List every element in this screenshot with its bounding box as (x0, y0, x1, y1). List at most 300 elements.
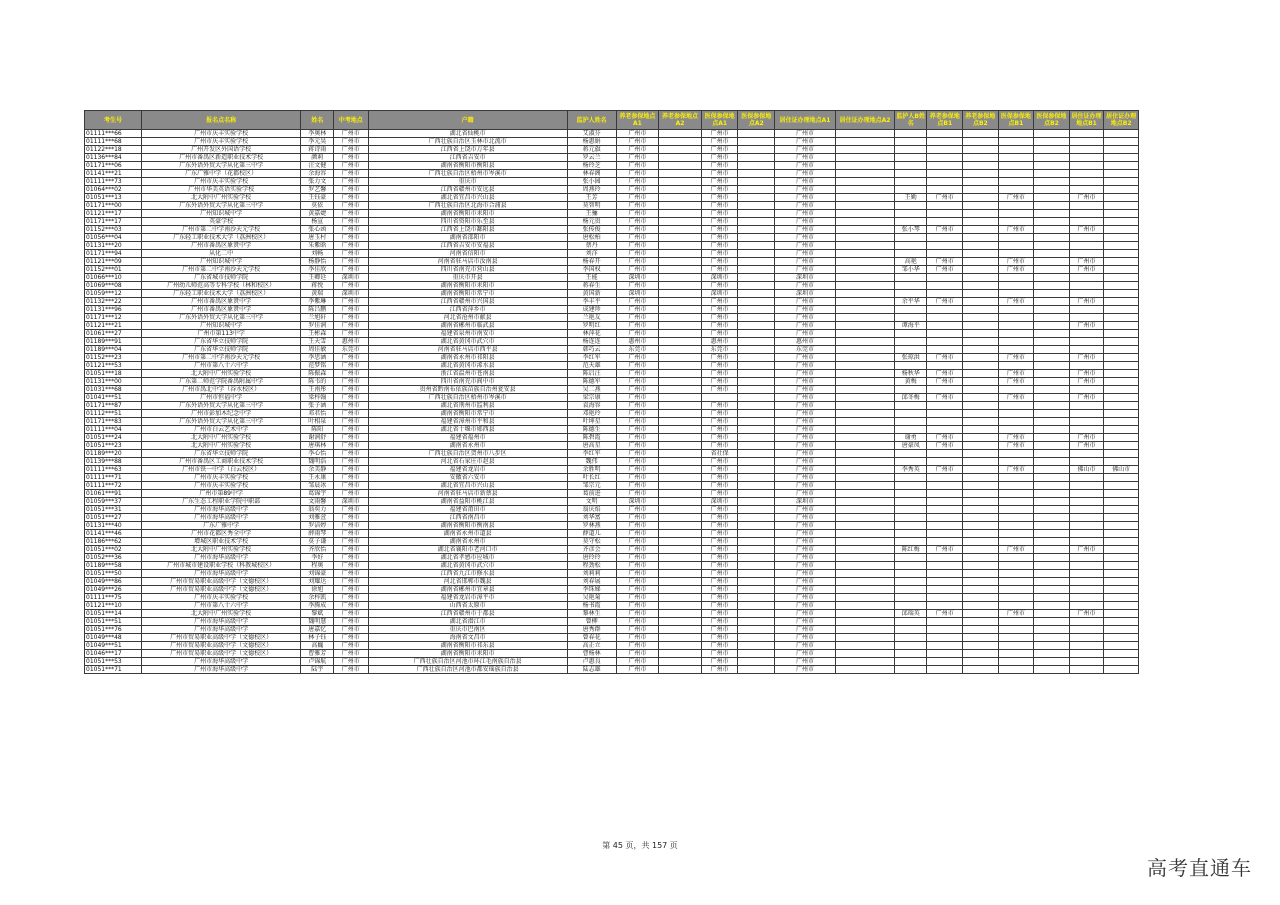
table-cell (1104, 386, 1139, 394)
table-cell (963, 154, 999, 162)
table-cell: 广州市贸易职业高级中学（文德校区） (141, 634, 301, 642)
table-cell: 广州市 (333, 610, 368, 618)
table-cell: 广州市 (616, 202, 659, 210)
table-cell: 广州市 (333, 650, 368, 658)
table-cell: 广州市 (333, 146, 368, 154)
table-cell (836, 266, 895, 274)
table-cell: 广东省华立技师学院 (141, 450, 301, 458)
table-cell (927, 458, 963, 466)
table-cell: 广州市 (333, 210, 368, 218)
table-cell (738, 650, 775, 658)
table-cell (1034, 482, 1070, 490)
table-cell: 湖北省荆州市监利县 (368, 402, 567, 410)
table-cell: 程奥 (301, 562, 334, 570)
table-cell (998, 330, 1034, 338)
table-cell: 广州市 (1069, 194, 1104, 202)
table-cell: 01186***62 (85, 538, 142, 546)
table-cell (927, 634, 963, 642)
table-row (85, 218, 1139, 226)
table-cell: 范天雄 (567, 362, 616, 370)
table-cell: 01189***91 (85, 338, 142, 346)
table-cell: 黎林生 (567, 610, 616, 618)
table-cell: 周佳敏 (301, 346, 334, 354)
table-cell: 01152***03 (85, 226, 142, 234)
table-cell: 广州市 (333, 362, 368, 370)
table-cell (836, 386, 895, 394)
table-row (85, 170, 1139, 178)
table-cell: 李珠娣 (567, 586, 616, 594)
table-cell (998, 146, 1034, 154)
table-cell (1034, 274, 1070, 282)
table-cell (659, 298, 702, 306)
table-cell: 广州市 (333, 138, 368, 146)
table-cell: 广州市 (333, 474, 368, 482)
table-cell: 广州市 (616, 218, 659, 226)
table-cell (836, 218, 895, 226)
table-cell (1104, 410, 1139, 418)
table-cell (738, 450, 775, 458)
table-cell (836, 506, 895, 514)
table-cell: 广州市 (927, 194, 963, 202)
table-cell: 广东外语外贸大学从化第三中学 (141, 202, 301, 210)
table-cell (836, 306, 895, 314)
table-cell: 广州市 (775, 202, 836, 210)
table-cell (998, 650, 1034, 658)
table-cell (738, 354, 775, 362)
table-cell: 李国权 (567, 266, 616, 274)
table-cell: 广州市 (927, 394, 963, 402)
table-cell: 广州市庆丰实验学校 (141, 474, 301, 482)
table-cell: 广州市 (701, 602, 738, 610)
table-cell: 黎斌 (301, 610, 334, 618)
table-cell (1104, 338, 1139, 346)
table-cell: 广州市 (701, 570, 738, 578)
table-cell (1104, 426, 1139, 434)
table-cell (738, 386, 775, 394)
table-cell: 广州市 (775, 170, 836, 178)
table-cell: 惠州市 (616, 338, 659, 346)
table-cell: 黄嘉婕 (301, 210, 334, 218)
table-cell (998, 162, 1034, 170)
table-cell: 蔡丹 (567, 242, 616, 250)
table-cell (894, 578, 927, 586)
table-cell (927, 514, 963, 522)
table-cell: 广州市 (616, 194, 659, 202)
table-cell (1069, 666, 1104, 674)
table-cell: 张心函 (301, 226, 334, 234)
table-cell (1034, 266, 1070, 274)
table-cell: 广州市 (333, 562, 368, 570)
table-cell: 杨宣 (301, 218, 334, 226)
table-cell (927, 538, 963, 546)
table-cell (927, 530, 963, 538)
table-cell: 广州市 (775, 578, 836, 586)
table-cell (659, 666, 702, 674)
table-cell (1104, 530, 1139, 538)
table-cell (963, 130, 999, 138)
table-cell (836, 418, 895, 426)
table-cell: 01056***04 (85, 234, 142, 242)
table-cell: 01051***71 (85, 666, 142, 674)
table-cell (894, 418, 927, 426)
table-cell: 广州市 (775, 530, 836, 538)
table-cell: 河南省驻马店市汝南县 (368, 258, 567, 266)
table-cell: 01051***02 (85, 546, 142, 554)
table-cell: 广州市 (701, 666, 738, 674)
table-cell (1104, 634, 1139, 642)
table-cell: 周燕玲 (567, 186, 616, 194)
table-cell: 浙江省温州市苍南县 (368, 370, 567, 378)
table-cell: 李佳欣 (301, 266, 334, 274)
table-cell: 河南省驻马店市西平县 (368, 346, 567, 354)
table-cell (738, 258, 775, 266)
table-cell (659, 386, 702, 394)
table-cell: 广州市第二中学南沙天元学校 (141, 226, 301, 234)
table-cell (1104, 514, 1139, 522)
table-cell (836, 514, 895, 522)
table-cell (659, 658, 702, 666)
table-cell (738, 418, 775, 426)
table-cell: 广州市 (616, 178, 659, 186)
table-row (85, 450, 1139, 458)
table-cell: 广东轻工职业技术大学（荔洲校区） (141, 290, 301, 298)
table-cell: 广州市 (775, 410, 836, 418)
table-cell (963, 642, 999, 650)
table-cell: 广州市 (701, 250, 738, 258)
table-cell: 广州市 (701, 218, 738, 226)
table-cell (963, 594, 999, 602)
table-cell: 杨玲芝 (567, 162, 616, 170)
table-cell: 广西壮族自治区河池市环江毛南族自治县 (368, 658, 567, 666)
table-cell (836, 426, 895, 434)
table-cell (1034, 538, 1070, 546)
table-row (85, 138, 1139, 146)
table-cell (1034, 522, 1070, 530)
table-cell (1069, 458, 1104, 466)
table-cell (1069, 282, 1104, 290)
table-cell: 01051***23 (85, 442, 142, 450)
table-cell: 广州市 (333, 530, 368, 538)
table-cell (1069, 426, 1104, 434)
table-row (85, 298, 1139, 306)
table-cell (1104, 218, 1139, 226)
table-cell (1069, 186, 1104, 194)
column-header: 养老参保地点A2 (659, 111, 702, 130)
table-cell: 深圳市 (775, 290, 836, 298)
table-cell (738, 130, 775, 138)
table-cell: 湖北省孝感市应城市 (368, 554, 567, 562)
table-cell: 福建省龙岩市 (368, 466, 567, 474)
table-cell: 余海容 (301, 170, 334, 178)
table-cell (927, 210, 963, 218)
table-cell: 01111***04 (85, 426, 142, 434)
table-cell (836, 202, 895, 210)
table-cell: 谢润舒 (301, 434, 334, 442)
table-cell: 省社保 (701, 450, 738, 458)
table-cell (1034, 282, 1070, 290)
table-row (85, 154, 1139, 162)
table-cell: 广州市 (775, 522, 836, 530)
table-cell: 江西省上饶市鄱阳县 (368, 226, 567, 234)
table-cell: 四川省南充市阆中市 (368, 378, 567, 386)
table-cell: 唐嘉忆 (301, 626, 334, 634)
table-cell (659, 146, 702, 154)
table-cell (738, 642, 775, 650)
table-cell (927, 658, 963, 666)
table-cell (836, 522, 895, 530)
table-cell: 广州市 (616, 362, 659, 370)
table-cell: 曾春花 (567, 634, 616, 642)
table-cell: 陈德生 (567, 426, 616, 434)
table-cell: 广州市 (616, 490, 659, 498)
table-cell (927, 578, 963, 586)
table-cell: 余美静 (301, 466, 334, 474)
table-row (85, 394, 1139, 402)
table-cell: 陈振森 (301, 370, 334, 378)
table-cell: 广州幼儿师范高等专科学校（林和校区） (141, 282, 301, 290)
table-cell: 广州市 (616, 594, 659, 602)
table-cell: 邱冬梅 (894, 394, 927, 402)
table-cell: 广州市 (616, 474, 659, 482)
table-cell: 莫子谦 (301, 538, 334, 546)
table-cell: 山西省太原市 (368, 602, 567, 610)
table-cell (1104, 170, 1139, 178)
table-cell (963, 138, 999, 146)
table-cell: 广州市 (701, 642, 738, 650)
table-cell (998, 514, 1034, 522)
table-cell: 广州市 (333, 234, 368, 242)
table-cell (927, 506, 963, 514)
table-cell: 广州市番禺区象贤中学 (141, 298, 301, 306)
table-cell (1034, 394, 1070, 402)
table-cell: 李红军 (567, 450, 616, 458)
table-cell (1034, 210, 1070, 218)
table-cell (998, 426, 1034, 434)
table-cell: 广州市 (998, 298, 1034, 306)
table-cell (963, 602, 999, 610)
table-cell: 广州市 (333, 634, 368, 642)
table-cell (738, 458, 775, 466)
table-cell (738, 482, 775, 490)
table-cell (894, 330, 927, 338)
table-cell: 广州市 (701, 554, 738, 562)
table-cell (894, 618, 927, 626)
table-cell: 广州市 (616, 210, 659, 218)
table-cell: 广州市 (333, 434, 368, 442)
table-cell (963, 234, 999, 242)
table-row (85, 282, 1139, 290)
table-cell: 广州市 (333, 202, 368, 210)
table-cell (963, 626, 999, 634)
table-cell: 广州市 (775, 626, 836, 634)
table-cell: 广州市 (701, 530, 738, 538)
table-cell: 广州市海华高级中学 (141, 506, 301, 514)
table-cell: 重庆市 (368, 178, 567, 186)
table-cell: 广州市 (775, 386, 836, 394)
table-cell (1034, 418, 1070, 426)
table-cell (659, 546, 702, 554)
table-cell (1069, 346, 1104, 354)
table-cell: 广州市 (333, 618, 368, 626)
table-cell: 广州市 (775, 226, 836, 234)
table-cell (1034, 338, 1070, 346)
table-cell (659, 650, 702, 658)
table-cell: 罗明红 (567, 322, 616, 330)
table-cell: 艾淑芬 (567, 130, 616, 138)
table-cell: 广州市 (701, 234, 738, 242)
table-cell (894, 562, 927, 570)
table-cell (894, 234, 927, 242)
column-header: 医保参保地点B2 (1034, 111, 1070, 130)
table-cell: 广州市 (998, 466, 1034, 474)
table-cell (738, 394, 775, 402)
table-cell (894, 218, 927, 226)
table-cell: 01171***17 (85, 218, 142, 226)
table-cell (836, 434, 895, 442)
table-cell (1034, 546, 1070, 554)
table-cell (1104, 418, 1139, 426)
table-cell (1104, 594, 1139, 602)
table-cell: 刘春展 (567, 578, 616, 586)
table-cell: 余胜明 (567, 466, 616, 474)
table-row (85, 466, 1139, 474)
table-cell: 蒋悦 (301, 282, 334, 290)
table-cell: 广州市 (616, 402, 659, 410)
table-cell: 四川省南充市营山县 (368, 266, 567, 274)
table-cell (738, 410, 775, 418)
table-cell (927, 666, 963, 674)
table-cell (836, 362, 895, 370)
table-cell: 广州市 (775, 434, 836, 442)
table-cell (998, 658, 1034, 666)
table-cell (1034, 306, 1070, 314)
table-cell: 李丰平 (567, 298, 616, 306)
table-cell (927, 330, 963, 338)
table-cell: 广州市 (1069, 394, 1104, 402)
table-cell (738, 218, 775, 226)
table-cell: 广东广雅中学 (141, 522, 301, 530)
table-cell: 王南彤 (301, 386, 334, 394)
table-cell: 01141***21 (85, 170, 142, 178)
table-cell: 广州市 (616, 410, 659, 418)
table-cell: 王芳 (567, 194, 616, 202)
table-cell (963, 530, 999, 538)
table-cell: 贵州省黔南布依族苗族自治州瓮安县 (368, 386, 567, 394)
table-cell (1069, 618, 1104, 626)
table-cell: 广州市 (775, 370, 836, 378)
table-cell (1069, 626, 1104, 634)
table-cell (998, 570, 1034, 578)
table-cell: 北大附中广州实验学校 (141, 546, 301, 554)
table-cell: 广州市 (616, 330, 659, 338)
data-table-container (84, 110, 1139, 674)
table-cell: 东莞市 (775, 346, 836, 354)
table-cell: 北大附中广州实验学校 (141, 434, 301, 442)
table-cell (836, 290, 895, 298)
table-cell: 广州市番禺区象贤中学 (141, 306, 301, 314)
table-cell: 广州市 (775, 242, 836, 250)
table-cell: 01059***12 (85, 290, 142, 298)
table-cell (836, 194, 895, 202)
table-cell: 广州市 (701, 626, 738, 634)
table-cell: 王天雪 (301, 338, 334, 346)
table-cell: 广州市 (333, 418, 368, 426)
table-cell (659, 402, 702, 410)
table-row (85, 442, 1139, 450)
table-cell: 李元昊 (301, 138, 334, 146)
table-cell: 01121***21 (85, 322, 142, 330)
table-cell: 四川省资阳市乐至县 (368, 218, 567, 226)
table-cell: 广州市 (616, 378, 659, 386)
table-row (85, 402, 1139, 410)
table-cell: 广州市 (333, 170, 368, 178)
table-cell (1104, 330, 1139, 338)
table-cell: 广州市 (333, 330, 368, 338)
table-cell (963, 658, 999, 666)
table-cell: 湖北省黄冈市浠水县 (368, 362, 567, 370)
table-cell (894, 346, 927, 354)
table-cell: 广州市 (775, 298, 836, 306)
table-cell (659, 498, 702, 506)
table-cell: 01111***63 (85, 466, 142, 474)
table-cell: 杨元贵 (567, 218, 616, 226)
table-cell: 广州市 (701, 474, 738, 482)
table-cell (1069, 138, 1104, 146)
table-cell: 广州市 (775, 650, 836, 658)
table-cell (1104, 194, 1139, 202)
table-cell (1034, 290, 1070, 298)
table-cell (1034, 530, 1070, 538)
table-cell (963, 338, 999, 346)
table-cell: 张小琴 (894, 226, 927, 234)
table-cell (894, 586, 927, 594)
table-cell: 江西省上饶市万年县 (368, 146, 567, 154)
table-cell: 朱紫晗 (301, 242, 334, 250)
table-cell: 01171***00 (85, 202, 142, 210)
table-cell (1034, 314, 1070, 322)
table-cell: 深圳市 (616, 290, 659, 298)
table-cell (1069, 210, 1104, 218)
table-cell: 广州市 (333, 298, 368, 306)
table-cell (1104, 522, 1139, 530)
table-cell (738, 522, 775, 530)
table-cell: 广州市 (333, 538, 368, 546)
table-cell: 广州市 (333, 666, 368, 674)
table-cell: 罗洁婷 (301, 522, 334, 530)
table-cell (963, 346, 999, 354)
table-cell (998, 498, 1034, 506)
table-cell: 广州市 (616, 482, 659, 490)
table-cell (659, 562, 702, 570)
table-cell: 广州市 (927, 298, 963, 306)
table-cell: 邓君怡 (301, 410, 334, 418)
table-cell: 广州市 (775, 546, 836, 554)
table-cell: 魏明浩 (301, 458, 334, 466)
table-cell (927, 418, 963, 426)
table-row (85, 306, 1139, 314)
table-cell: 江西省赣州市安远县 (368, 186, 567, 194)
table-cell (659, 274, 702, 282)
table-cell (738, 474, 775, 482)
table-cell: 福建省泉州市南安市 (368, 330, 567, 338)
table-cell (1069, 570, 1104, 578)
table-cell (1104, 554, 1139, 562)
table-cell (963, 274, 999, 282)
column-header: 居住证办理地点A1 (775, 111, 836, 130)
table-cell (963, 202, 999, 210)
table-cell: 广州市 (616, 314, 659, 322)
table-cell (1034, 386, 1070, 394)
